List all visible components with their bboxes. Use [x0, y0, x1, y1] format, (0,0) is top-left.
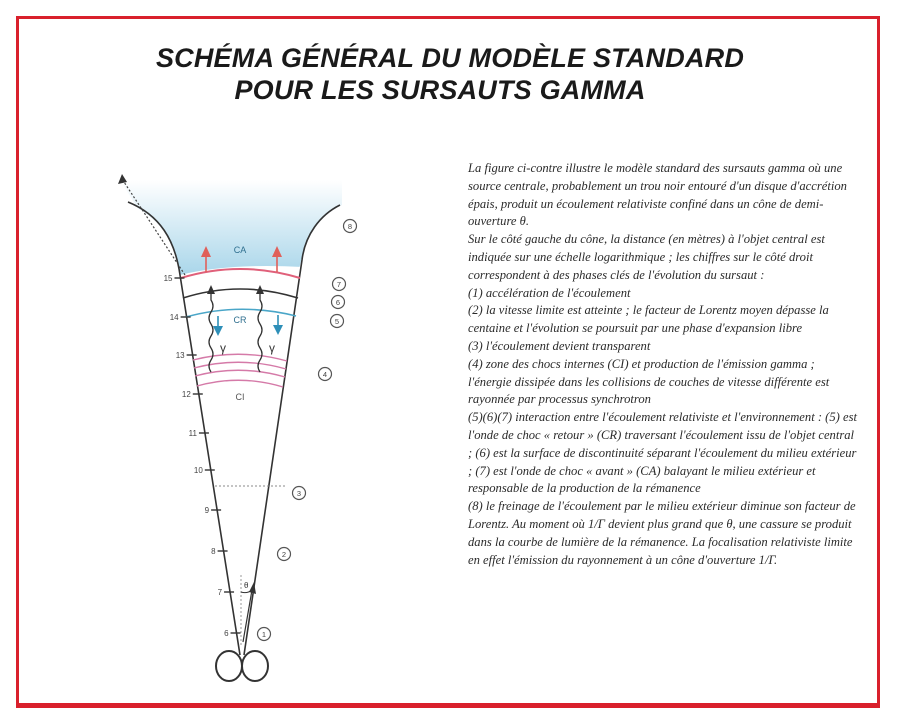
- gamma-photon-wave-right: [258, 292, 262, 372]
- gamma-ray-burst-diagram: [80, 160, 380, 690]
- distance-tick-label: 13: [175, 351, 185, 360]
- distance-tick-label: 6: [224, 629, 229, 638]
- internal-shock-line: [193, 354, 287, 361]
- blue-arrowhead-icon: [213, 326, 223, 336]
- label-gamma-left: γ: [220, 341, 226, 355]
- phase-marker-label: 6: [335, 297, 341, 307]
- distance-tick-label: 12: [181, 390, 191, 399]
- description-paragraph: (2) la vitesse limite est atteinte ; le facteur de Lorentz moyen dépasse la centaine et l'évolution se poursuit par une phase d'expansion libre: [468, 303, 829, 336]
- label-gamma-right: γ: [269, 341, 275, 355]
- distance-tick-label: 10: [193, 466, 203, 475]
- distance-tick-label: 9: [204, 506, 210, 515]
- cone-right-wall: [244, 205, 340, 655]
- phase-marker-label: 7: [336, 279, 342, 289]
- phase-marker-label: 3: [296, 488, 302, 498]
- distance-tick-label: 14: [169, 313, 179, 322]
- phase-marker-label: 4: [322, 369, 328, 379]
- distance-tick-label: 8: [211, 547, 216, 556]
- label-ci: CI: [235, 392, 245, 402]
- description-paragraph: La figure ci-contre illustre le modèle standard des sursauts gamma où une source centrale, probablement un trou noir entouré d'un disque d'accrétion épais, produit un écoulement relativiste confiné dans un cône de demi-ouverture θ.: [468, 161, 847, 229]
- title-line-1: SCHÉMA GÉNÉRAL DU MODÈLE STANDARD: [155, 43, 745, 73]
- photon-arrowhead-icon: [207, 285, 215, 294]
- phase-marker-label: 1: [261, 629, 267, 639]
- phase-marker-label: 8: [347, 221, 353, 231]
- page-title: [0, 42, 900, 106]
- phase-markers: [258, 220, 357, 641]
- phase-marker-label: 2: [281, 549, 287, 559]
- distance-tick-label: 15: [163, 274, 173, 283]
- accretion-torus-left: [216, 651, 242, 681]
- description-paragraph: (1) accélération de l'écoulement: [468, 285, 631, 300]
- accretion-torus-right: [242, 651, 268, 681]
- internal-shock-line: [194, 362, 286, 369]
- description-text: [468, 160, 858, 569]
- blue-arrowhead-icon: [273, 325, 283, 335]
- description-paragraph: (8) le freinage de l'écoulement par le milieu extérieur diminue son facteur de Lorentz. Au moment où 1/Γ devient plus grand que θ, une cassure se produit dans la courbe de lumière de la rémanence. La focalisation relativiste limite en effet l'émission du rayonnement à un cône d'ouverture 1/Γ.: [468, 499, 856, 567]
- distance-tick-label: 7: [217, 588, 223, 597]
- description-paragraph: (4) zone des chocs internes (CI) et production de l'émission gamma ; l'énergie dissipée dans les collisions de couches de vitesse différente est rayonnée par processus synchrotron: [468, 356, 830, 407]
- title-line-2: POUR LES SURSAUTS GAMMA: [234, 75, 646, 105]
- label-cr: CR: [233, 315, 247, 325]
- description-paragraph: (3) l'écoulement devient transparent: [468, 338, 651, 353]
- distance-tick-label: 11: [188, 429, 197, 438]
- contact-discontinuity-line: [183, 289, 298, 298]
- description-paragraph: (5)(6)(7) interaction entre l'écoulement relativiste et l'environnement : (5) est l'onde de choc « retour » (CR) traversant l'écoulement issu de l'objet central ; (6) est la surface de discontinuité séparant l'écoulement du milieu extérieur ; (7) est l'onde de choc « avant » (CA) balayant le milieu extérieur et responsable de la production de la rémanence: [468, 410, 858, 496]
- gamma-photon-wave-left: [209, 292, 213, 372]
- label-ca: CA: [233, 245, 247, 255]
- cone-diagram-svg: [80, 160, 380, 690]
- label-theta: θ: [244, 581, 249, 590]
- internal-shock-line: [197, 380, 283, 387]
- phase-marker-label: 5: [334, 316, 340, 326]
- description-paragraph: Sur le côté gauche du cône, la distance (en mètres) à l'objet central est indiquée sur une échelle logarithmique ; les chiffres sur le côté droit correspondent à des phases clés de l'évolution du sursaut :: [468, 232, 825, 282]
- internal-shock-line: [195, 370, 285, 377]
